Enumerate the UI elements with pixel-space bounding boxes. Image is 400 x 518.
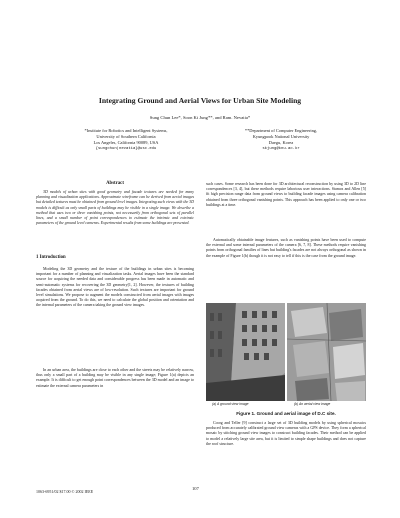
intro-heading: 1 Introduction <box>36 255 66 260</box>
right-paragraph-3: Coorg and Teller [9] construct a large set of 3D building models by using spherical mosaics produced from accurately calibrated ground view cameras with a GPS device. They form a spherical mosaic by stitching ground view images to construct building facades. Their method can be applied to model a relatively large site area, but it is limited to simple shape buildings and does not capture the roof structure. <box>206 420 366 446</box>
intro-paragraph-2: In an urban area, the buildings are close to each other and the streets may be relatively narrow, thus only a small part of a building may be visible in any single image; Figure 1(a) depicts an example. It is difficult to get enough point correspondences between the 3D model and an image to estimate the external camera parameters in <box>36 367 194 388</box>
affiliation-usc <box>52 128 200 152</box>
figure-1 <box>206 303 366 410</box>
affiliation-knu <box>205 128 357 152</box>
page-number: 107 <box>192 486 199 491</box>
affiliation-email: {sungchun|nevatia}@usc.edu <box>95 147 157 152</box>
abstract-heading: Abstract <box>106 181 124 186</box>
affiliation-line: Kyungpook National University <box>252 134 310 140</box>
affiliation-line: University of Southern California <box>96 134 156 140</box>
figure-subcaption-b: (b) An aerial view image <box>294 402 331 406</box>
copyright-notice: 1063-6951/02 $17.00 © 2002 IEEE <box>36 489 94 494</box>
ground-view-image <box>206 303 285 401</box>
figure-subcaption-a: (a) A ground view image <box>212 402 249 406</box>
right-paragraph-2: Automatically obtainable image features, such as vanishing points have been used to compute the external and some internal parameters of the camera [6, 7, 8]. These methods require vanishing points from orthogonal families of lines but building's facades are not always orthogonal as shown in the example of Figure 1(b) though it is not easy to tell if this is the case from the ground image. <box>206 237 366 258</box>
intro-paragraph-1: Modeling the 3D geometry and the texture of the buildings in urban sites is becoming important for a number of planning and visualization tasks. Aerial images have been the standard source for acquiring the needed data and considerable progress has been made in automatic and semi-automatic systems for recovering the 3D geometry[1, 2]. However, the textures of building facades obtained from aerial views are of low-resolution. Such textures are important for ground level simulations. We propose to augment the models constructed from aerial images with images acquired from the ground. To do this, we need to calculate the global position and orientation and the internal parameters of the camera taking the ground view images. <box>36 266 194 308</box>
paper-authors: Sung Chun Lee*, Soon Ki Jung**, and Ram. Nevatia* <box>149 115 251 120</box>
aerial-view-image <box>287 303 366 401</box>
abstract-text: 3D models of urban sites with good geometry and facade textures are needed for many planning and visualization applications. Approximate wireframe can be derived from aerial images but detailed textures must be obtained from ground level images. Integrating such views with the 3D models is difficult as only small parts of buildings may be visible in a single image. We describe a method that uses two or three vanishing points, not necessarily from orthogonal sets of parallel lines, and a small number of point correspondences to estimate the intrinsic and extrinsic parameters of the ground level cameras. Experimental results from some buildings are presented. <box>36 189 194 226</box>
right-paragraph-1: such cases. Some research has been done for 3D architectural reconstruction by using 3D to 2D line correspondences [3, 4], but these methods require laborious user interactions. Stamos and Allen [5] fit high precision range data from ground views to building facade images using camera calibration obtained from three orthogonal vanishing points. This approach has been applied to only one or two buildings at a time. <box>206 181 366 207</box>
affiliation-line: **Department of Computer Engineering, <box>244 128 318 133</box>
affiliation-line: Los Angeles, California 90089, USA <box>93 140 159 146</box>
affiliation-email: skjung@knu.ac.kr <box>262 147 300 152</box>
paper-title: Integrating Ground and Aerial Views for Urban Site Modeling <box>98 96 302 105</box>
affiliation-line: *Institute for Robotics and Intelligent Systems, <box>84 128 168 133</box>
figure-caption: Figure 1. Ground and aerial image of D.C site. <box>236 411 336 416</box>
affiliation-line: Daegu, Korea <box>268 140 294 146</box>
